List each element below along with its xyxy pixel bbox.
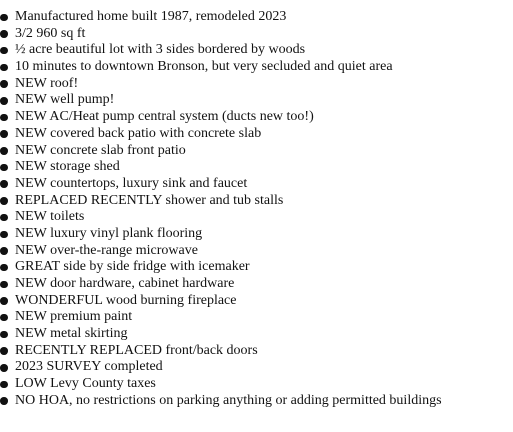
list-item-text: ½ acre beautiful lot with 3 sides bordered by woods: [15, 42, 306, 58]
list-item: [0, 176, 513, 193]
bullet-icon: [0, 231, 8, 239]
feature-list: [0, 9, 513, 410]
list-item-text: RECENTLY REPLACED front/back doors: [15, 342, 258, 358]
list-item: [0, 393, 513, 410]
list-item: [0, 276, 513, 293]
list-item: [0, 259, 513, 276]
list-item: [0, 42, 513, 59]
list-item: [0, 293, 513, 310]
bullet-icon: [0, 347, 8, 355]
bullet-icon: [0, 397, 8, 405]
list-item: [0, 109, 513, 126]
bullet-icon: [0, 214, 8, 222]
bullet-icon: [0, 264, 8, 272]
list-item-text: NEW storage shed: [15, 159, 120, 175]
list-item-text: NEW AC/Heat pump central system (ducts new too!): [15, 109, 314, 125]
bullet-icon: [0, 364, 8, 372]
list-item-text: NEW over-the-range microwave: [15, 242, 198, 258]
list-item: [0, 343, 513, 360]
list-item-text: NEW countertops, luxury sink and faucet: [15, 175, 248, 191]
list-item-text: NEW toilets: [15, 209, 85, 225]
list-item: [0, 143, 513, 160]
bullet-icon: [0, 47, 8, 55]
bullet-icon: [0, 14, 8, 22]
list-item: [0, 9, 513, 26]
list-item: [0, 59, 513, 76]
list-item-text: 10 minutes to downtown Bronson, but very secluded and quiet area: [15, 59, 393, 75]
bullet-icon: [0, 64, 8, 72]
bullet-icon: [0, 247, 8, 255]
bullet-icon: [0, 197, 8, 205]
list-item-text: NEW metal skirting: [15, 326, 128, 342]
list-item-text: WONDERFUL wood burning fireplace: [15, 292, 237, 308]
list-item: [0, 76, 513, 93]
bullet-icon: [0, 114, 8, 122]
bullet-icon: [0, 97, 8, 105]
list-item-text: NEW roof!: [15, 75, 79, 91]
list-item: [0, 226, 513, 243]
list-item: [0, 26, 513, 43]
list-item-text: 2023 SURVEY completed: [15, 359, 163, 375]
list-item-text: REPLACED RECENTLY shower and tub stalls: [15, 192, 284, 208]
list-item-text: NEW premium paint: [15, 309, 133, 325]
list-item-text: LOW Levy County taxes: [15, 376, 156, 392]
list-item-text: NEW door hardware, cabinet hardware: [15, 276, 235, 291]
list-item: [0, 209, 513, 226]
document-page: [0, 9, 513, 410]
list-item-text: NEW covered back patio with concrete slab: [15, 125, 262, 141]
list-item-text: NO HOA, no restrictions on parking anything or adding permitted buildings: [15, 392, 442, 408]
list-item: [0, 309, 513, 326]
list-item-text: 3/2 960 sq ft: [15, 25, 86, 41]
bullet-icon: [0, 80, 8, 88]
list-item: [0, 126, 513, 143]
list-item: [0, 326, 513, 343]
list-item-text: Manufactured home built 1987, remodeled 2023: [15, 9, 287, 24]
list-item-text: NEW concrete slab front patio: [15, 142, 186, 158]
list-item: [0, 359, 513, 376]
bullet-icon: [0, 281, 8, 289]
list-item: [0, 193, 513, 210]
list-item: [0, 243, 513, 260]
list-item: [0, 159, 513, 176]
list-item-text: NEW well pump!: [15, 92, 115, 108]
bullet-icon: [0, 180, 8, 188]
bullet-icon: [0, 381, 8, 389]
list-item: [0, 376, 513, 393]
list-item-text: NEW luxury vinyl plank flooring: [15, 225, 203, 241]
bullet-icon: [0, 297, 8, 305]
bullet-icon: [0, 130, 8, 138]
bullet-icon: [0, 331, 8, 339]
list-item-text: GREAT side by side fridge with icemaker: [15, 259, 250, 275]
list-item: [0, 92, 513, 109]
bullet-icon: [0, 30, 8, 38]
bullet-icon: [0, 147, 8, 155]
bullet-icon: [0, 164, 8, 172]
bullet-icon: [0, 314, 8, 322]
